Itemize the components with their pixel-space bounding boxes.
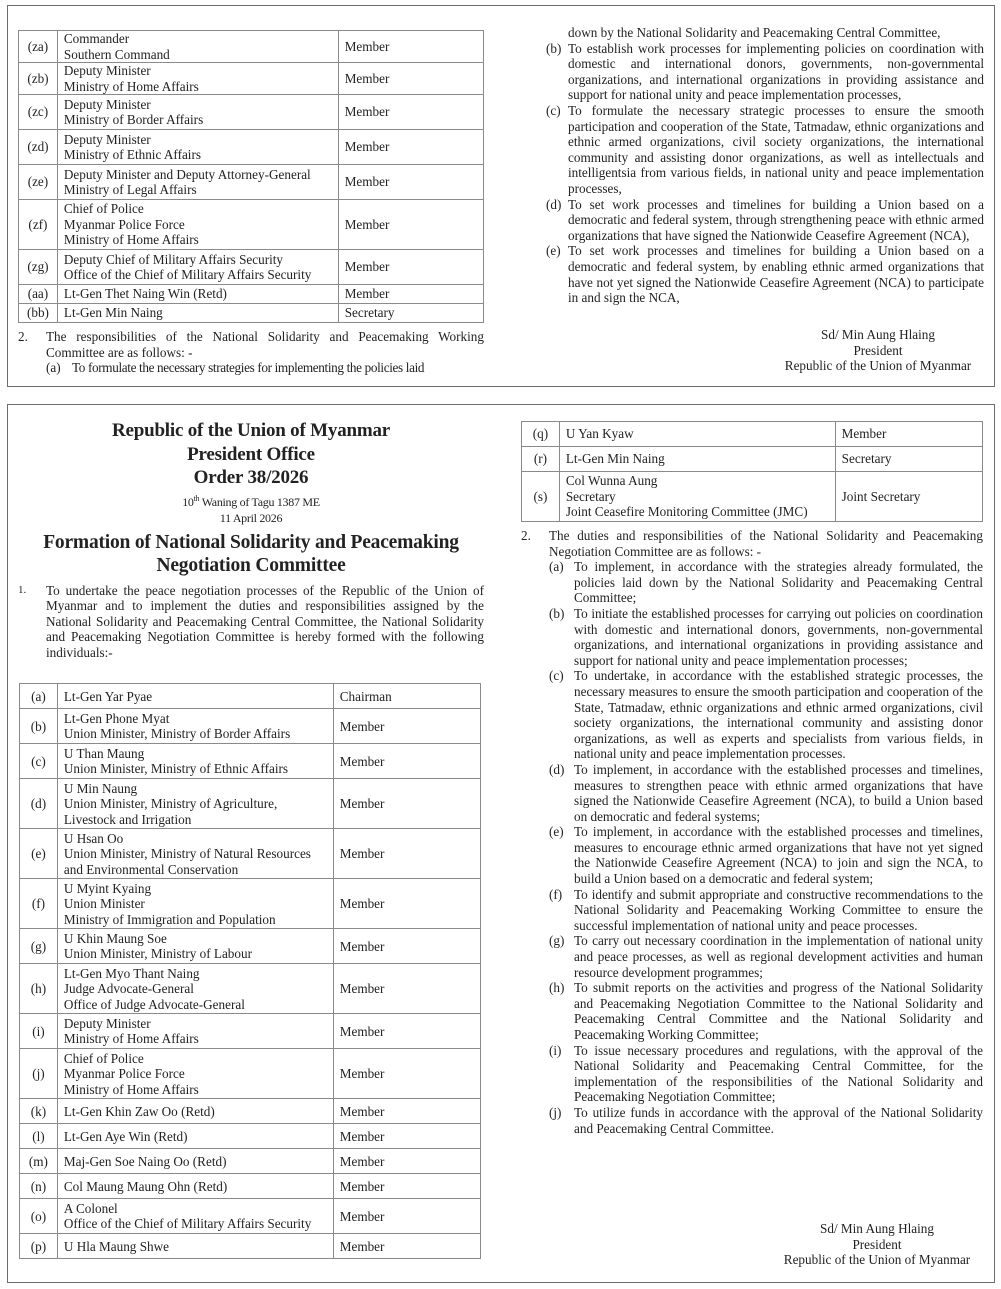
member-name-cell: [57, 744, 333, 779]
order-header: [18, 419, 484, 578]
member-role: Member: [333, 1234, 480, 1259]
member-row: [20, 684, 481, 709]
item-text: To undertake, in accordance with the established strategic processes, the necessary measures to ensure the smooth participation and cooperation of the State, Tatmadaw, ethnic organizations and ethnic armed organizations, civil society organizations, the international community and assisting donor organizations, as well as experts and specialists from various fields, in national unity and peace implementation processes.: [574, 668, 983, 762]
member-name-cell: [559, 472, 835, 522]
member-name-cell: [57, 709, 333, 744]
signature-name: Sd/ Min Aung Hlaing: [821, 327, 935, 342]
member-role: Member: [333, 829, 480, 879]
member-role: Member: [333, 964, 480, 1014]
member-role: Member: [333, 1199, 480, 1234]
item-text: To submit reports on the activities and progress of the National Solidarity and Peacemaking Negotiation Committee to the National Solidarity and Peacemaking Central Committee and the National Solidarity and Peacemaking Working Committee;: [574, 980, 983, 1042]
item-label: (e): [549, 824, 564, 840]
member-position: Joint Ceasefire Monitoring Committee (JMC): [565, 504, 808, 520]
member-label: (q): [522, 422, 560, 447]
member-position: Ministry of Home Affairs: [63, 1081, 199, 1097]
item-text: To implement, in accordance with the established processes and timelines, measures to encourage ethnic armed organizations that have not yet signed the Nationwide Ceasefire Agreement (NCA) to join and sign the NCA, to build a Union based on a democratic and federal system;: [574, 824, 983, 887]
member-role: Member: [338, 200, 483, 250]
member-row: [522, 447, 983, 472]
member-label: (i): [20, 1014, 58, 1049]
item-text: To identify and submit appropriate and constructive recommendations to the National Solidarity and Peacemaking Working Committee to ensure the successful implementation of national unity and peace processes.: [574, 886, 983, 933]
member-name: Deputy Minister: [63, 96, 151, 112]
item-label: (g): [549, 933, 565, 949]
member-label: (m): [20, 1149, 58, 1174]
duty-item-d: [549, 762, 983, 824]
signature-block: [769, 1221, 985, 1268]
member-row: [20, 1234, 481, 1259]
order-heading-line1: Formation of National Solidarity and Peacemaking: [43, 531, 459, 553]
member-name: Lt-Gen Phone Myat: [63, 710, 170, 726]
member-label: (k): [20, 1099, 58, 1124]
member-role: Member: [333, 1049, 480, 1099]
member-role: Member: [338, 63, 483, 95]
duty-item-b: [546, 41, 984, 103]
member-name-cell: [57, 130, 338, 165]
paragraph-1: [18, 583, 484, 661]
member-label: (bb): [19, 304, 58, 323]
member-role: Member: [333, 1149, 480, 1174]
duty-item-g: [549, 933, 983, 980]
responsibility-item-a-continued: [546, 25, 984, 41]
member-name: Maj-Gen Soe Naing Oo (Retd): [63, 1153, 227, 1169]
member-name: Deputy Minister: [63, 131, 151, 147]
left-column: [18, 419, 484, 1259]
member-label: (zf): [19, 200, 58, 250]
member-row: [19, 95, 484, 130]
member-name-cell: [57, 1099, 333, 1124]
member-name: Lt-Gen Yar Pyae: [63, 688, 153, 704]
member-name: Chief of Police: [63, 201, 144, 217]
member-name-cell: [559, 422, 835, 447]
member-role: Chairman: [333, 684, 480, 709]
duty-item-h: [549, 980, 983, 1042]
paragraph-2: [18, 329, 484, 376]
member-row: [522, 422, 983, 447]
member-row: [20, 879, 481, 929]
member-role: Member: [338, 250, 483, 285]
member-position: Office of Judge Advocate-General: [63, 996, 245, 1012]
member-role: Member: [338, 285, 483, 304]
member-row: [19, 31, 484, 63]
member-name-cell: [57, 1199, 333, 1234]
member-label: (b): [20, 709, 58, 744]
member-row: [19, 165, 484, 200]
date-suffix: th: [193, 493, 200, 503]
member-position: Union Minister, Ministry of Natural Resources: [63, 846, 311, 862]
member-label: (l): [20, 1124, 58, 1149]
member-position: Ministry of Ethnic Affairs: [63, 147, 201, 162]
member-row: [20, 964, 481, 1014]
item-text-continued: down by the National Solidarity and Peacemaking Central Committee,: [568, 25, 941, 40]
member-row: [19, 285, 484, 304]
member-name-cell: [57, 779, 333, 829]
signature-title: President: [853, 342, 903, 358]
member-position: Union Minister, Ministry of Border Affairs: [63, 726, 291, 742]
member-name-cell: [57, 95, 338, 130]
member-name-cell: [57, 1234, 333, 1259]
member-position: Myanmar Police Force: [63, 1066, 185, 1082]
item-text: To formulate the necessary strategies for implementing the policies laid: [72, 360, 425, 376]
member-name: U Khin Maung Soe: [63, 930, 167, 946]
member-name: Col Wunna Aung: [565, 473, 658, 489]
member-row: [19, 304, 484, 323]
member-name-cell: [57, 250, 338, 285]
paragraph-2: [521, 528, 983, 1136]
member-label: (d): [20, 779, 58, 829]
member-name: Lt-Gen Aye Win (Retd): [63, 1128, 188, 1144]
member-row: [19, 130, 484, 165]
item-text: To initiate the established processes for carrying out policies on coordination with domestic and international donors, governments, non-governmental organizations, and international organizations in providing assistance and support for national unity and peace implementation processes;: [574, 605, 983, 668]
member-position: Ministry of Home Affairs: [63, 1031, 199, 1047]
duty-item-i: [549, 1043, 983, 1105]
signature-title: President: [852, 1236, 902, 1252]
signature-block: [770, 327, 986, 374]
member-name-cell: [57, 1014, 333, 1049]
member-position: Ministry of Home Affairs: [63, 78, 199, 94]
item-label: (c): [549, 668, 564, 684]
member-role: Member: [338, 165, 483, 200]
item-label: (a): [549, 559, 564, 575]
member-name: Lt-Gen Khin Zaw Oo (Retd): [63, 1103, 215, 1119]
member-label: (h): [20, 964, 58, 1014]
member-role: Member: [333, 1124, 480, 1149]
member-name: U Hsan Oo: [63, 830, 124, 846]
duty-item-a: [549, 559, 983, 606]
member-name-cell: [57, 1149, 333, 1174]
member-position: Ministry of Home Affairs: [63, 232, 199, 248]
member-name: Deputy Minister and Deputy Attorney-General: [63, 166, 311, 182]
member-position: Secretary: [565, 488, 616, 504]
order-number: Order 38/2026: [193, 467, 309, 488]
member-row: [20, 744, 481, 779]
member-position: Office of the Chief of Military Affairs Security: [63, 1216, 312, 1232]
member-role: Member: [338, 130, 483, 165]
item-label: (a): [46, 360, 61, 376]
paragraph-number: 2.: [18, 329, 28, 344]
member-name-cell: [57, 31, 338, 63]
item-text: To utilize funds in accordance with the approval of the National Solidarity and Peacemaking Central Committee.: [574, 1104, 983, 1136]
item-text: To implement, in accordance with the strategies already formulated, the policies laid down by the National Solidarity and Peacemaking Central Committee;: [574, 559, 983, 606]
working-committee-members-table: [18, 30, 484, 323]
date-rest: Waning of Tagu 1387 ME: [199, 494, 320, 509]
member-label: (a): [20, 684, 58, 709]
member-row: [20, 829, 481, 879]
member-name: Col Maung Maung Ohn (Retd): [63, 1178, 228, 1194]
member-name: Lt-Gen Min Naing: [565, 451, 665, 467]
right-column: [546, 25, 984, 306]
member-position: and Environmental Conservation: [63, 861, 239, 877]
member-name: Deputy Minister: [63, 1015, 151, 1031]
member-position: Ministry of Border Affairs: [63, 112, 204, 127]
item-label: (e): [546, 243, 561, 259]
member-label: (g): [20, 929, 58, 964]
member-name-cell: [57, 1049, 333, 1099]
duty-item-b: [549, 606, 983, 668]
member-name-cell: [57, 879, 333, 929]
member-name-cell: [57, 285, 338, 304]
member-row: [20, 709, 481, 744]
member-label: (ze): [19, 165, 58, 200]
item-text: To issue necessary procedures and regulations, with the approval of the National Solidarity and Peacemaking Central Committee, for the implementation of the responsibilities of the National Solidarity and Peacemaking Negotiation Committee;: [574, 1042, 983, 1105]
member-role: Joint Secretary: [835, 472, 982, 522]
member-role: Member: [333, 1099, 480, 1124]
member-role: Member: [835, 422, 982, 447]
member-label: (j): [20, 1049, 58, 1099]
member-name: U Myint Kyaing: [63, 880, 152, 896]
member-role: Member: [338, 31, 483, 63]
member-row: [20, 1174, 481, 1199]
member-position: Union Minister, Ministry of Ethnic Affairs: [63, 761, 289, 777]
right-column: [521, 421, 983, 1136]
member-name: Lt-Gen Thet Naing Win (Retd): [63, 286, 227, 302]
myanmar-date: [18, 494, 484, 510]
member-position: Ministry of Legal Affairs: [63, 182, 197, 197]
member-label: (p): [20, 1234, 58, 1259]
order-heading-line2: Negotiation Committee: [156, 555, 346, 576]
member-name-cell: [57, 165, 338, 200]
member-name-cell: [57, 1174, 333, 1199]
member-name: Lt-Gen Min Naing: [63, 305, 163, 321]
item-text: To set work processes and timelines for building a Union based on a democratic and federal system, by enabling ethnic armed organizations that have not yet signed the Nationwide Ceasefire Agreement (NCA) to participate in and sign the NCA,: [568, 243, 984, 306]
paragraph-text: The duties and responsibilities of the National Solidarity and Peacemaking Negotiation Committee are as follows: -: [549, 528, 983, 559]
duty-item-j: [549, 1105, 983, 1136]
member-label: (aa): [19, 285, 58, 304]
member-row: [20, 1049, 481, 1099]
item-label: (d): [546, 196, 562, 212]
member-row: [20, 1124, 481, 1149]
duty-item-c: [546, 103, 984, 197]
member-position: Union Minister, Ministry of Agriculture,: [63, 796, 278, 812]
member-label: (s): [522, 472, 560, 522]
member-row: [20, 929, 481, 964]
item-label: (j): [549, 1104, 562, 1120]
member-name-cell: [57, 1124, 333, 1149]
responsibility-item-a: [46, 360, 484, 376]
item-label: (b): [546, 40, 562, 56]
member-row: [20, 1149, 481, 1174]
member-position: Myanmar Police Force: [63, 216, 185, 232]
member-role: Member: [338, 95, 483, 130]
member-name-cell: [57, 304, 338, 323]
member-name: Lt-Gen Myo Thant Naing: [63, 965, 200, 981]
duty-item-c: [549, 668, 983, 762]
member-row: [20, 1099, 481, 1124]
duty-item-f: [549, 887, 983, 934]
member-label: (e): [20, 829, 58, 879]
member-name: Chief of Police: [63, 1050, 144, 1066]
item-text: To formulate the necessary strategic processes to ensure the smooth participation and cooperation of the State, Tatmadaw, ethnic organizations and ethnic armed organizations, civil society organizations, the international community and assisting donor organizations, as well as intellectuals and intelligentsia from various fields, in national unity and peace implementation processes,: [568, 102, 984, 196]
member-label: (r): [522, 447, 560, 472]
member-position: Southern Command: [63, 46, 170, 62]
member-name-cell: [57, 63, 338, 95]
member-label: (o): [20, 1199, 58, 1234]
member-name: Deputy Chief of Military Affairs Security: [63, 251, 284, 267]
signature-name: Sd/ Min Aung Hlaing: [820, 1221, 934, 1236]
previous-order-continuation: [7, 5, 995, 387]
item-label: (b): [549, 605, 565, 621]
member-role: Member: [333, 709, 480, 744]
member-row: [19, 250, 484, 285]
member-name-cell: [57, 929, 333, 964]
member-label: (c): [20, 744, 58, 779]
member-role: Secretary: [338, 304, 483, 323]
date-day: 10: [182, 494, 194, 509]
member-name: U Hla Maung Shwe: [63, 1238, 169, 1254]
member-position: Judge Advocate-General: [63, 981, 194, 997]
member-role: Secretary: [835, 447, 982, 472]
member-name: Commander: [63, 31, 130, 46]
member-position: Livestock and Irrigation: [63, 811, 192, 827]
member-role: Member: [333, 879, 480, 929]
member-row: [19, 200, 484, 250]
order-38-2026: [7, 404, 995, 1283]
member-label: (zg): [19, 250, 58, 285]
member-role: Member: [333, 929, 480, 964]
negotiation-committee-members-table: [19, 683, 481, 1259]
item-text: To establish work processes for implementing policies on coordination with domestic and international donors, governments, non-governmental organizations, and international organizations in providing assistance and support for national unity and peace implementation processes,: [568, 40, 984, 103]
duty-item-d: [546, 197, 984, 244]
member-name-cell: [57, 200, 338, 250]
member-name: U Min Naung: [63, 780, 138, 796]
member-row: [19, 63, 484, 95]
member-label: (za): [19, 31, 58, 63]
member-label: (f): [20, 879, 58, 929]
member-position: Office of the Chief of Military Affairs Security: [63, 267, 312, 282]
member-name: A Colonel: [63, 1200, 118, 1216]
member-label: (zd): [19, 130, 58, 165]
member-label: (n): [20, 1174, 58, 1199]
item-text: To implement, in accordance with the established processes and timelines, measures to strengthen peace with ethnic armed organizations that have signed the Nationwide Ceasefire Agreement (NCA), to build a Union based on democratic and federal systems;: [574, 761, 983, 824]
member-name: Deputy Minister: [63, 63, 151, 78]
item-label: (i): [549, 1042, 562, 1058]
member-name: U Yan Kyaw: [565, 426, 634, 442]
item-label: (d): [549, 761, 565, 777]
member-position: Union Minister, Ministry of Labour: [63, 946, 252, 962]
item-label: (f): [549, 886, 563, 902]
member-name-cell: [57, 684, 333, 709]
country-name: Republic of the Union of Myanmar: [111, 420, 391, 441]
member-name: U Than Maung: [63, 745, 145, 761]
member-row: [20, 1014, 481, 1049]
duty-item-e: [549, 824, 983, 886]
office-name: President Office: [187, 443, 315, 465]
member-role: Member: [333, 1174, 480, 1199]
member-role: Member: [333, 1014, 480, 1049]
item-label: (h): [549, 980, 565, 996]
paragraph-number: 2.: [521, 528, 531, 543]
paragraph-text: The responsibilities of the National Solidarity and Peacemaking Working Committee are as follows: -: [46, 329, 484, 360]
member-label: (zc): [19, 95, 58, 130]
member-role: Member: [333, 779, 480, 829]
member-name-cell: [57, 964, 333, 1014]
member-name-cell: [57, 829, 333, 879]
paragraph-text: To undertake the peace negotiation processes of the Republic of the Union of Myanmar and to implement the duties and responsibilities assigned by the National Solidarity and Peacemaking Central Committee, the National Solidarity and Peacemaking Negotiation Committee is hereby formed with the following individuals:-: [46, 582, 484, 660]
member-role: Member: [333, 744, 480, 779]
duty-item-e: [546, 243, 984, 305]
left-column: [18, 30, 484, 376]
member-label: (zb): [19, 63, 58, 95]
member-position: Union Minister: [63, 896, 145, 912]
signature-country: Republic of the Union of Myanmar: [784, 358, 972, 374]
item-label: (c): [546, 102, 561, 118]
item-text: To carry out necessary coordination in the implementation of national unity and peace processes, as well as regional development activities and human resource development programmes;: [574, 933, 983, 980]
signature-country: Republic of the Union of Myanmar: [783, 1252, 971, 1268]
member-name-cell: [559, 447, 835, 472]
member-row: [522, 472, 983, 522]
member-position: Ministry of Immigration and Population: [63, 911, 276, 927]
gregorian-date: 11 April 2026: [219, 510, 283, 525]
paragraph-number: 1.: [18, 583, 27, 596]
member-row: [20, 1199, 481, 1234]
negotiation-committee-members-table-continued: [521, 421, 983, 522]
item-text: To set work processes and timelines for building a Union based on a democratic and federal system, through strengthening peace with ethnic armed organizations that have signed the Nationwide Ceasefire Agreement (NCA),: [568, 196, 984, 243]
member-row: [20, 779, 481, 829]
